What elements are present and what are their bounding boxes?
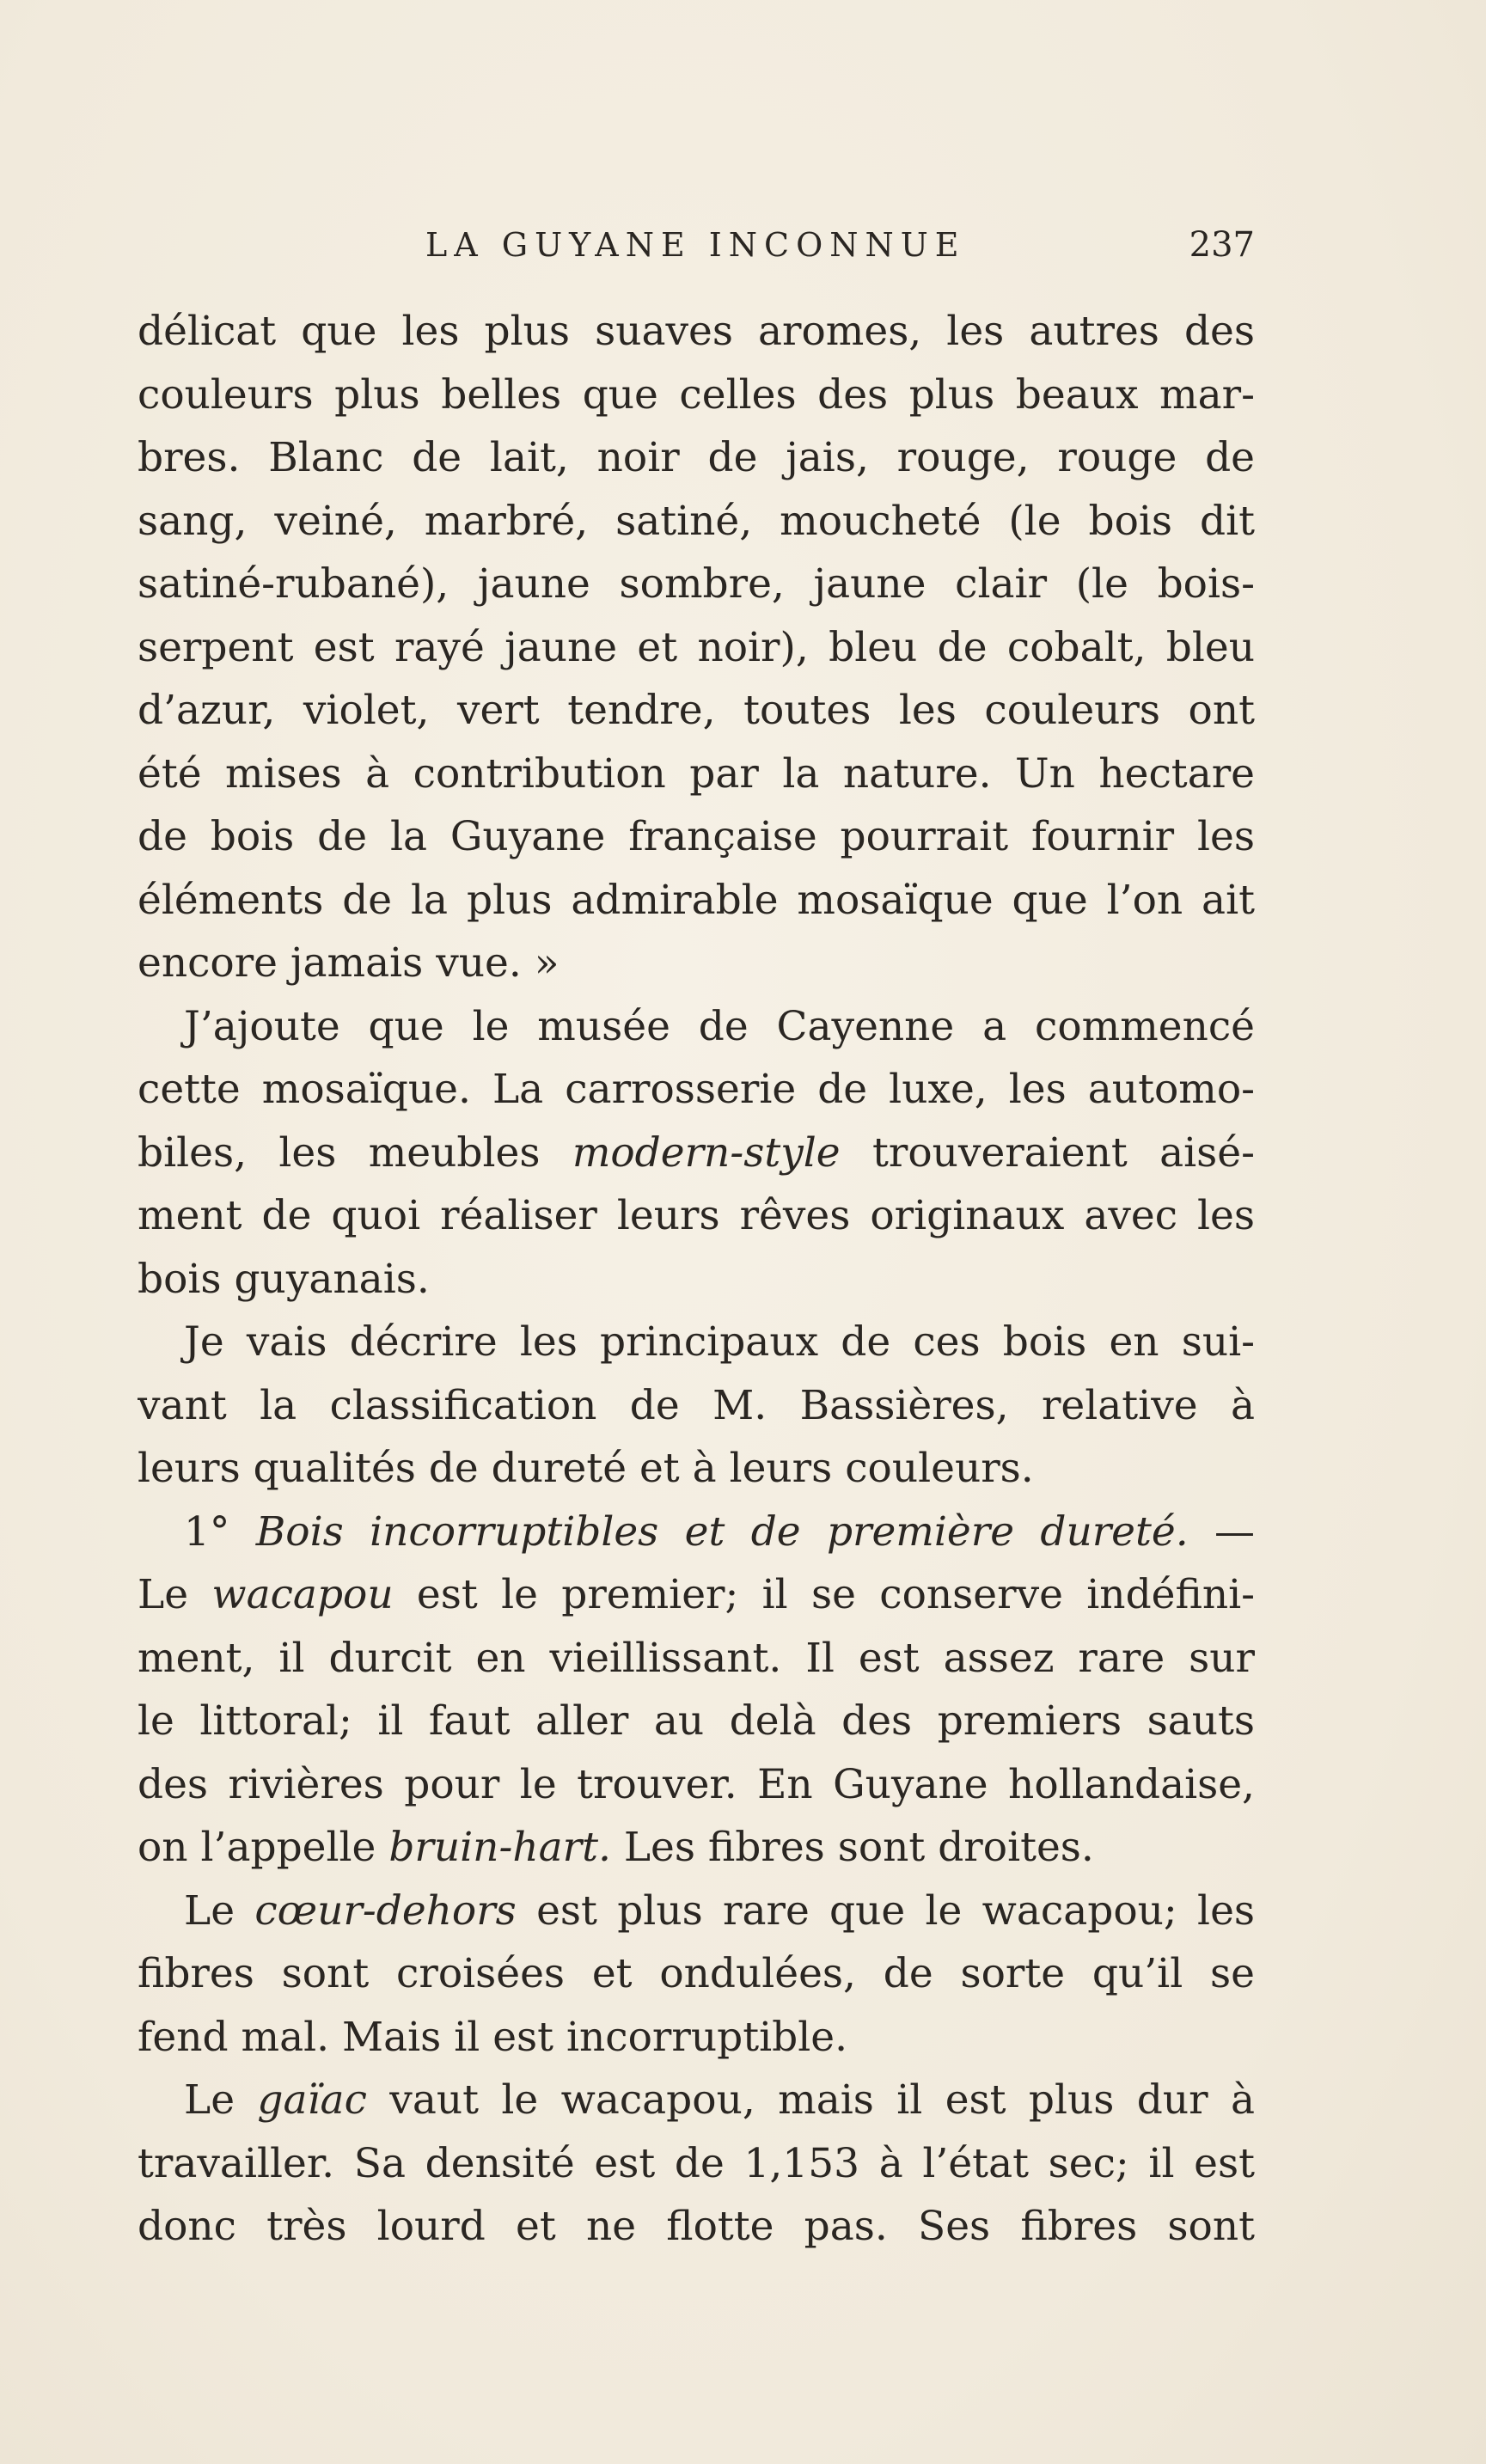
text-span: est le premier; il se conserve indéfini- bbox=[393, 1571, 1255, 1618]
text-span: Les fibres sont droites. bbox=[610, 1824, 1094, 1871]
text-line: J’ajoute que le musée de Cayenne a commencé bbox=[184, 1002, 1255, 1050]
section-heading: Bois incorruptibles et de première dureté. bbox=[255, 1507, 1189, 1556]
text-line: cette mosaïque. La carrosserie de luxe, les automo- bbox=[138, 1066, 1255, 1113]
text-span: trouveraient aisé- bbox=[840, 1128, 1255, 1177]
text-line: Je vais décrire les principaux de ces bois en sui- bbox=[184, 1318, 1255, 1366]
text-line: ment, il durcit en vieillissant. Il est assez rare sur bbox=[138, 1634, 1255, 1682]
text-line bbox=[138, 1122, 1255, 1185]
text-span: Le bbox=[138, 1571, 212, 1618]
text-line: leurs qualités de dureté et à leurs couleurs. bbox=[138, 1445, 1034, 1492]
text-line: bres. Blanc de lait, noir de jais, rouge, rouge de bbox=[138, 434, 1255, 481]
text-line: des rivières pour le trouver. En Guyane hollandaise, bbox=[138, 1760, 1255, 1808]
text-line: travailler. Sa densité est de 1,153 à l’état sec; il est bbox=[138, 2139, 1255, 2187]
text-line: éléments de la plus admirable mosaïque que l’on ait bbox=[138, 876, 1255, 924]
text-line: de bois de la Guyane française pourrait fournir les bbox=[138, 813, 1255, 860]
text-line bbox=[138, 1501, 1255, 1564]
italic-term: modern-style bbox=[572, 1128, 841, 1177]
text-span: Le bbox=[184, 2076, 258, 2124]
text-line: ment de quoi réaliser leurs rêves originaux avec les bbox=[138, 1192, 1255, 1239]
page-header bbox=[138, 219, 1255, 271]
text-line bbox=[138, 2069, 1255, 2132]
text-line: sang, veiné, marbré, satiné, moucheté (le bois dit bbox=[138, 497, 1255, 545]
text-line: délicat que les plus suaves aromes, les autres des bbox=[138, 308, 1255, 355]
text-line bbox=[138, 1563, 1255, 1627]
text-line bbox=[138, 1816, 1255, 1880]
text-line: d’azur, violet, vert tendre, toutes les couleurs ont bbox=[138, 687, 1255, 734]
italic-term: wacapou bbox=[211, 1571, 394, 1618]
text-span: vaut le wacapou, mais il est plus dur à bbox=[366, 2076, 1255, 2124]
text-line: fibres sont croisées et ondulées, de sorte qu’il se bbox=[138, 1950, 1255, 1997]
text-line bbox=[138, 1880, 1255, 1943]
text-span: — bbox=[1188, 1507, 1255, 1556]
italic-term: cœur-dehors bbox=[254, 1886, 517, 1935]
text-span: est plus rare que le wacapou; les bbox=[516, 1886, 1255, 1935]
text-line: encore jamais vue. » bbox=[138, 939, 560, 987]
page-number: 237 bbox=[1189, 225, 1255, 265]
text-span: 1° bbox=[184, 1507, 256, 1556]
text-line: vant la classification de M. Bassières, relative à bbox=[138, 1381, 1255, 1429]
text-span: biles, les meubles bbox=[138, 1128, 572, 1177]
text-line: couleurs plus belles que celles des plus beaux mar- bbox=[138, 370, 1255, 419]
italic-term: gaïac bbox=[257, 2076, 367, 2124]
text-line: le littoral; il faut aller au delà des premiers sauts bbox=[138, 1697, 1255, 1745]
text-line: satiné-rubané), jaune sombre, jaune clair (le bois- bbox=[138, 560, 1255, 608]
text-span: on l’appelle bbox=[138, 1824, 389, 1871]
body-text bbox=[138, 300, 1255, 2259]
text-line: donc très lourd et ne flotte pas. Ses fibres sont bbox=[138, 2203, 1255, 2250]
italic-term: bruin-hart. bbox=[388, 1824, 611, 1871]
text-line: serpent est rayé jaune et noir), bleu de cobalt, bleu bbox=[138, 623, 1255, 671]
text-line: fend mal. Mais il est incorruptible. bbox=[138, 2013, 848, 2061]
text-line: été mises à contribution par la nature. Un hectare bbox=[138, 749, 1255, 798]
text-line: bois guyanais. bbox=[138, 1255, 430, 1303]
text-span: Le bbox=[184, 1886, 255, 1935]
running-title: LA GUYANE INCONNUE bbox=[425, 226, 966, 264]
